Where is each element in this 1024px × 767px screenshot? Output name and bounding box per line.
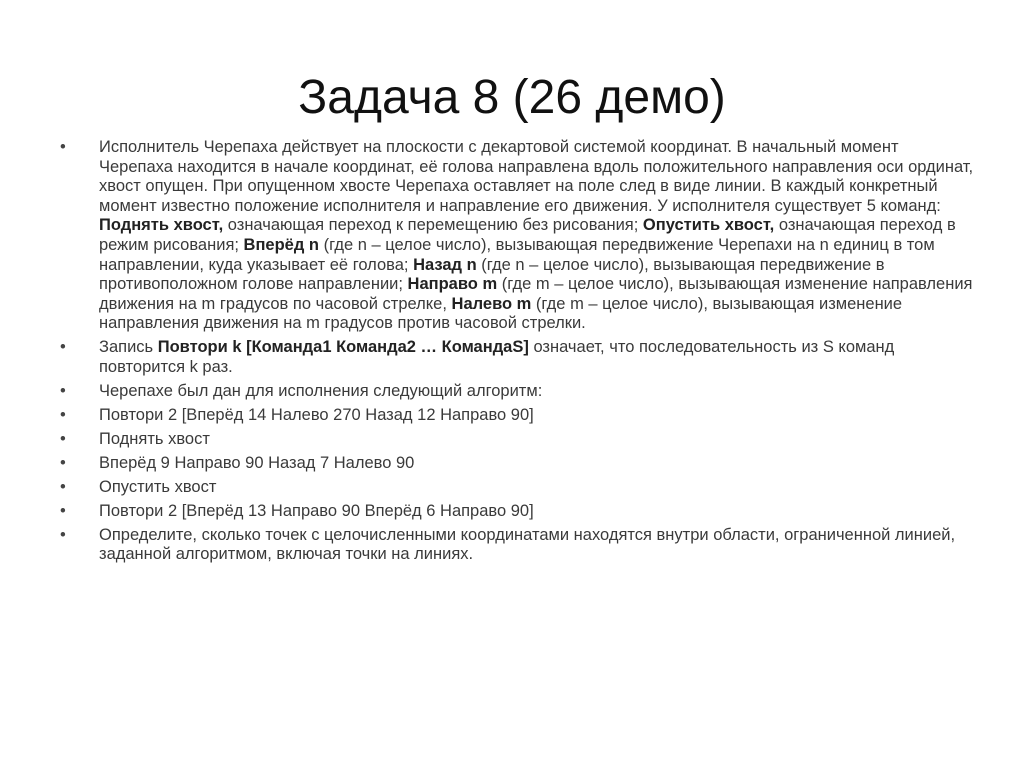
bullet-item-algorithm-step [54,454,974,474]
bullet-list [54,138,974,569]
bullet-item-algorithm-step [54,502,974,522]
bullet-dot-icon: • [60,501,66,520]
text-span: Опустить хвост [99,477,217,496]
bullet-item-question [54,526,974,565]
command-lower-tail: Опустить хвост, [642,216,775,235]
bullet-dot-icon: • [60,138,66,156]
text-span: (где m – целое число), вызывающая изменение направления движения на m градусов по часовой стрелке, [99,275,973,313]
bullet-item-repeat-syntax [54,338,974,377]
text-span: означающая переход в режим рисования; [99,216,956,254]
bullet-item-algorithm-step [54,478,974,498]
bullet-dot-icon: • [60,525,66,544]
text-span: (где n – целое число), вызывающая передвижение Черепахи на n единиц в том направлении, куда указывает её голова; [99,235,935,274]
bullet-dot-icon: • [60,429,66,448]
text-span: Черепахе был дан для исполнения следующий алгоритм: [99,381,543,400]
text-span: Вперёд 9 Направо 90 Назад 7 Налево 90 [99,453,415,472]
bullet-item-algorithm-intro [54,382,974,402]
slide-title: Задача 8 (26 демо) [298,71,726,124]
text-span: Определите, сколько точек с целочисленными координатами находятся внутри области, ограниченной линией, заданной алгоритмом, включая точки на линиях. [99,525,956,564]
text-span: означает, что последовательность из S команд повторится k раз. [99,338,895,376]
command-raise-tail: Поднять хвост, [99,216,224,235]
bullet-item-description [54,138,974,334]
bullet-dot-icon: • [60,477,66,496]
text-span: Запись [99,338,158,357]
text-span: Исполнитель Черепаха действует на плоскости с декартовой системой координат. В начальный момент Черепаха находится в начале координат, её голова направлена вдоль положительного направления оси ординат, хвост опущен. При опущенном хвосте Черепаха оставляет на поле след в виде линии. В каждый конкретный момент известно положение исполнителя и направление его движения. У исполнителя существует 5 команд: [99,138,974,215]
text-span: Повтори 2 [Вперёд 14 Налево 270 Назад 12 Направо 90] [99,405,534,424]
text-span: означающая переход к перемещению без рисования; [223,216,643,235]
text-span: Повтори 2 [Вперёд 13 Направо 90 Вперёд 6 Направо 90] [99,501,534,520]
bullet-dot-icon: • [60,338,66,357]
command-back: Назад n [413,255,477,274]
bullet-dot-icon: • [60,453,66,472]
command-forward: Вперёд n [243,235,319,254]
text-span: Поднять хвост [99,429,210,448]
text-span: (где m – целое число), вызывающая изменение направления движения на m градусов против часовой стрелки. [99,294,903,333]
repeat-syntax: Повтори k [Команда1 Команда2 … КомандаS] [157,338,529,357]
text-span: (где n – целое число), вызывающая передвижение в противоположном голове направлении; [99,255,885,294]
command-right: Направо m [407,275,498,294]
bullet-item-algorithm-step [54,430,974,450]
bullet-dot-icon: • [60,405,66,424]
command-left: Налево m [451,294,532,313]
bullet-item-algorithm-step [54,406,974,426]
bullet-dot-icon: • [60,381,66,400]
